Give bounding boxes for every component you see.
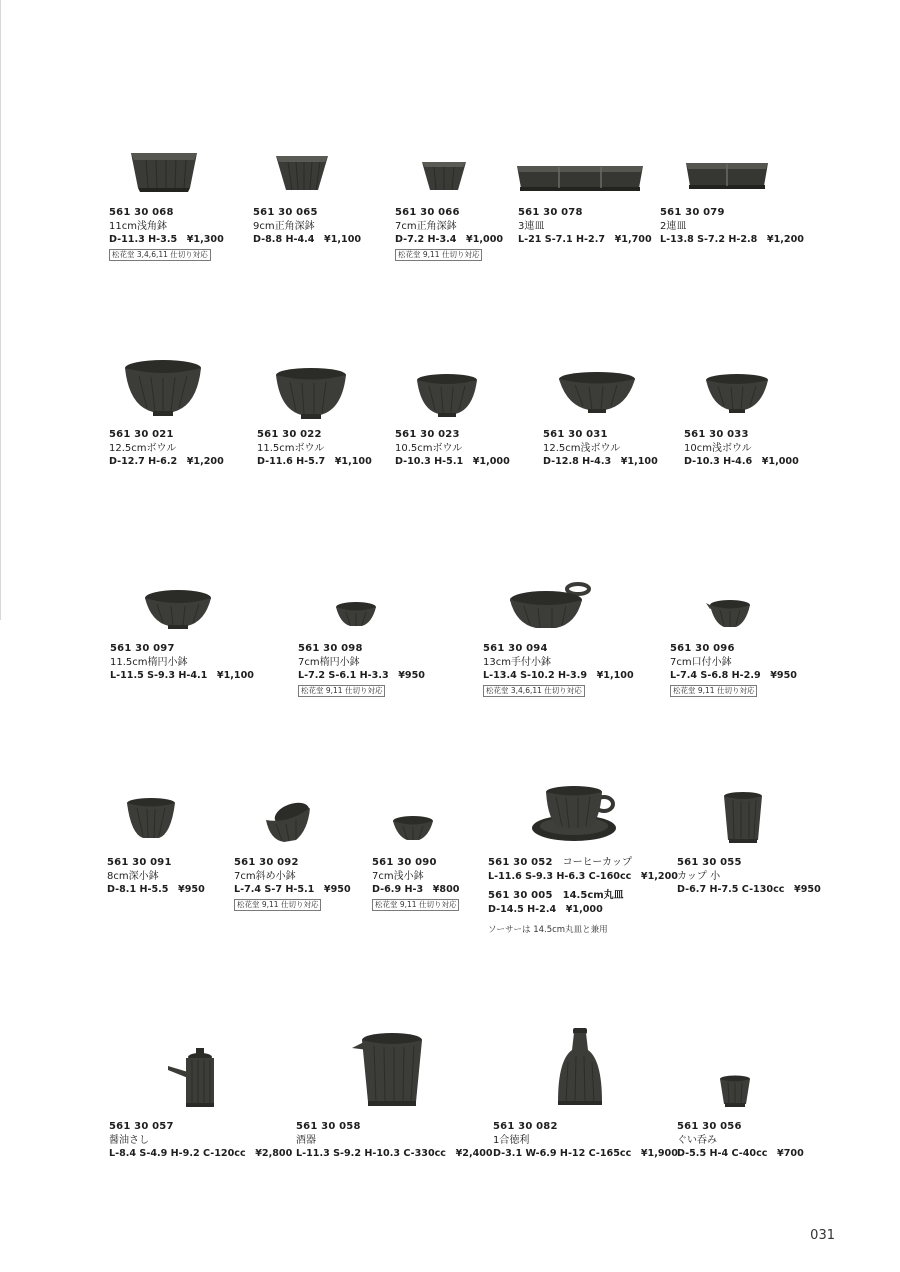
divider-compat-note: 松花堂 9,11 仕切り対応 <box>395 249 482 261</box>
product-spec: D-3.1 W-6.9 H-12 C-165cc ¥1,900 <box>493 1148 678 1159</box>
page-edge-line <box>0 0 1 620</box>
product-spec: D-8.8 H-4.4 ¥1,100 <box>253 234 362 245</box>
oval-bowl-small-icon <box>334 600 378 630</box>
product-code: 561 30 022 <box>257 429 322 440</box>
page-number: 031 <box>810 1228 835 1243</box>
product-code: 561 30 094 <box>483 643 548 654</box>
product-spec: D-6.9 H-3 ¥800 <box>372 884 460 895</box>
product-code: 561 30 068 <box>109 207 174 218</box>
product-spec: L-7.4 S-6.8 H-2.9 ¥950 <box>670 670 797 681</box>
product-name: 7cm口付小鉢 <box>670 656 732 668</box>
product-spec: D-11.6 H-5.7 ¥1,100 <box>257 456 372 467</box>
divider-compat-note: 松花堂 9,11 仕切り対応 <box>372 899 459 911</box>
small-cup-icon <box>721 790 765 846</box>
product-spec: L-7.2 S-6.1 H-3.3 ¥950 <box>298 670 425 681</box>
product-code: 561 30 055 <box>677 857 742 868</box>
divider-compat-note: 松花堂 3,4,6,11 仕切り対応 <box>109 249 211 261</box>
saucer-note: ソーサーは 14.5cm丸皿と兼用 <box>488 925 608 935</box>
product-spec: D-12.8 H-4.3 ¥1,100 <box>543 456 658 467</box>
product-code: 561 30 091 <box>107 857 172 868</box>
product-spec: D-6.7 H-7.5 C-130cc ¥950 <box>677 884 821 895</box>
oval-bowl-icon <box>143 588 213 632</box>
sake-bottle-icon <box>554 1026 606 1108</box>
product-code: 561 30 057 <box>109 1121 174 1132</box>
deep-small-bowl-icon <box>125 796 177 844</box>
shallow-bowl-icon <box>557 370 637 416</box>
product-code: 561 30 023 <box>395 429 460 440</box>
product-code: 561 30 096 <box>670 643 735 654</box>
product-code-saucer: 561 30 005 <box>488 890 553 901</box>
product-spec: D-10.3 H-4.6 ¥1,000 <box>684 456 799 467</box>
product-code: 561 30 090 <box>372 857 437 868</box>
product-name: 7cm楕円小鉢 <box>298 656 360 668</box>
product-name: 13cm手付小鉢 <box>483 656 551 668</box>
product-name: 10.5cmボウル <box>395 442 463 454</box>
product-name: 7cm正角深鉢 <box>395 220 457 232</box>
product-name: 7cm斜め小鉢 <box>234 870 296 882</box>
product-spec: D-5.5 H-4 C-40cc ¥700 <box>677 1148 804 1159</box>
triple-dish-icon <box>515 163 645 193</box>
handled-bowl-icon <box>508 582 594 632</box>
square-shallow-bowl-icon <box>128 148 200 194</box>
product-code: 561 30 058 <box>296 1121 361 1132</box>
product-name: 7cm浅小鉢 <box>372 870 424 882</box>
product-spec: D-12.7 H-6.2 ¥1,200 <box>109 456 224 467</box>
product-name: ぐい呑み <box>677 1134 717 1146</box>
divider-compat-note: 松花堂 9,11 仕切り対応 <box>234 899 321 911</box>
product-code: 561 30 078 <box>518 207 583 218</box>
product-spec: D-7.2 H-3.4 ¥1,000 <box>395 234 504 245</box>
shallow-bowl-icon <box>704 372 770 416</box>
product-spec: L-21 S-7.1 H-2.7 ¥1,700 <box>518 234 652 245</box>
product-name: 12.5cm浅ボウル <box>543 442 621 454</box>
product-spec: L-7.4 S-7 H-5.1 ¥950 <box>234 884 351 895</box>
product-name: 8cm深小鉢 <box>107 870 159 882</box>
product-spec: L-13.8 S-7.2 H-2.8 ¥1,200 <box>660 234 804 245</box>
product-spec: L-11.3 S-9.2 H-10.3 C-330cc ¥2,400 <box>296 1148 493 1159</box>
divider-compat-note: 松花堂 9,11 仕切り対応 <box>298 685 385 697</box>
soy-dispenser-icon <box>166 1046 218 1110</box>
shallow-small-bowl-icon <box>391 814 435 844</box>
square-deep-bowl-icon <box>274 152 330 194</box>
product-spec: D-8.1 H-5.5 ¥950 <box>107 884 205 895</box>
product-name: 11.5cm楕円小鉢 <box>110 656 188 668</box>
product-code: 561 30 082 <box>493 1121 558 1132</box>
product-name: 醤油さし <box>109 1134 149 1146</box>
divider-compat-note: 松花堂 9,11 仕切り対応 <box>670 685 757 697</box>
product-name: 1合徳利 <box>493 1134 530 1146</box>
product-name: 3連皿 <box>518 220 545 232</box>
product-name: 酒器 <box>296 1134 316 1146</box>
double-dish-icon <box>684 160 770 192</box>
divider-compat-note: 松花堂 3,4,6,11 仕切り対応 <box>483 685 585 697</box>
sake-pitcher-icon <box>350 1030 424 1110</box>
product-spec: L-8.4 S-4.9 H-9.2 C-120cc ¥2,800 <box>109 1148 293 1159</box>
product-code: 561 30 065 <box>253 207 318 218</box>
spouted-bowl-icon <box>706 597 752 631</box>
product-code: 561 30 052 <box>488 857 553 868</box>
product-name: 9cm正角深鉢 <box>253 220 315 232</box>
product-name: 2連皿 <box>660 220 687 232</box>
product-spec: D-10.3 H-5.1 ¥1,000 <box>395 456 510 467</box>
product-spec: L-13.4 S-10.2 H-3.9 ¥1,100 <box>483 670 634 681</box>
product-spec: L-11.5 S-9.3 H-4.1 ¥1,100 <box>110 670 254 681</box>
product-name: 10cm浅ボウル <box>684 442 752 454</box>
product-code: 561 30 098 <box>298 643 363 654</box>
bowl-icon <box>123 358 203 420</box>
bowl-icon <box>415 372 479 420</box>
product-spec: D-11.3 H-3.5 ¥1,300 <box>109 234 224 245</box>
product-name: 12.5cmボウル <box>109 442 177 454</box>
product-name: 11cm浅角鉢 <box>109 220 167 232</box>
coffee-cup-icon <box>530 784 622 844</box>
product-name: 11.5cmボウル <box>257 442 325 454</box>
product-name-saucer: 14.5cm丸皿 <box>562 890 624 901</box>
product-code: 561 30 031 <box>543 429 608 440</box>
slanted-bowl-icon <box>262 800 312 846</box>
bowl-icon <box>274 366 348 422</box>
product-code: 561 30 033 <box>684 429 749 440</box>
product-code: 561 30 021 <box>109 429 174 440</box>
product-code: 561 30 056 <box>677 1121 742 1132</box>
sake-cup-icon <box>718 1074 752 1110</box>
product-code: 561 30 092 <box>234 857 299 868</box>
product-spec: L-11.6 S-9.3 H-6.3 C-160cc ¥1,200 <box>488 870 678 882</box>
product-code: 561 30 066 <box>395 207 460 218</box>
square-deep-bowl-small-icon <box>420 158 468 194</box>
product-code: 561 30 079 <box>660 207 725 218</box>
product-code: 561 30 097 <box>110 643 175 654</box>
product-spec-saucer: D-14.5 H-2.4 ¥1,000 <box>488 903 603 915</box>
product-name: カップ 小 <box>677 870 721 882</box>
product-name: コーヒーカップ <box>562 857 632 868</box>
